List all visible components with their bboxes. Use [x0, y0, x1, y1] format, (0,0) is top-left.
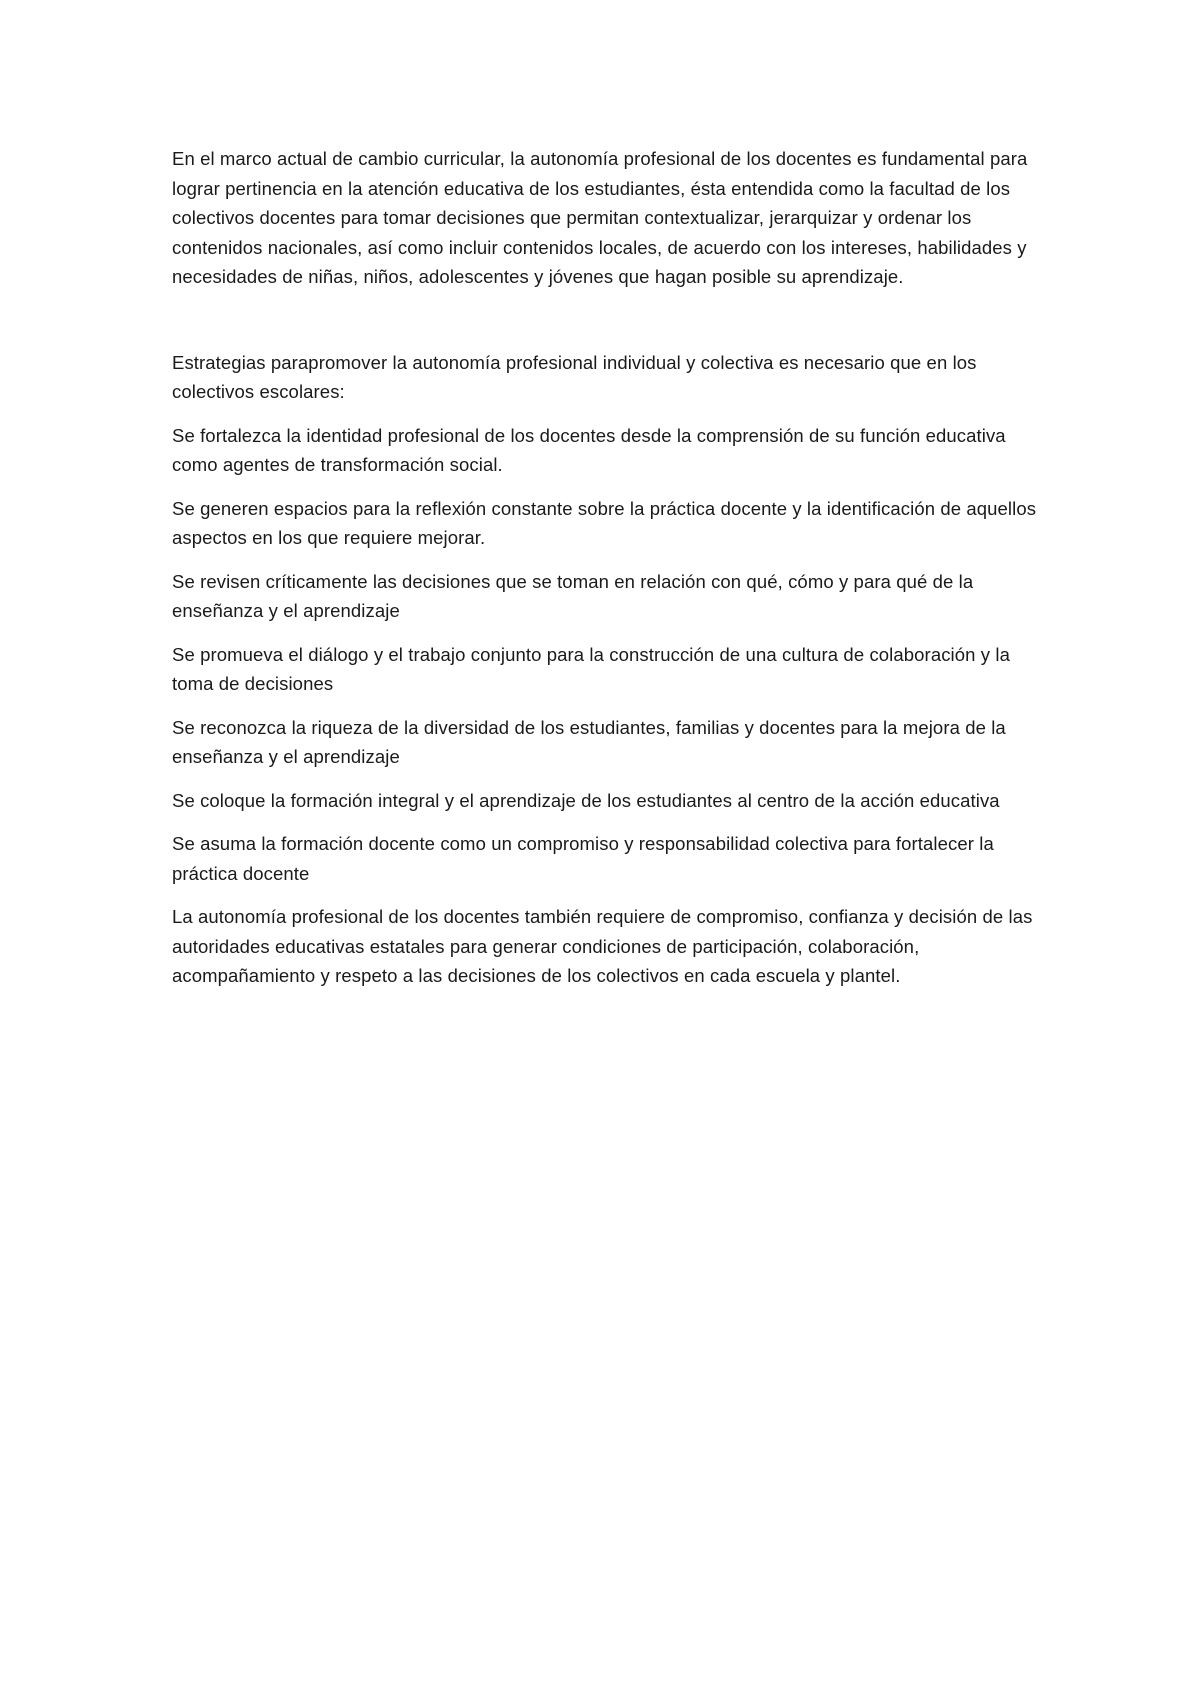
strategy-item: Se promueva el diálogo y el trabajo conjunto para la construcción de una cultura de colaboración y la toma de decisiones: [172, 643, 1010, 694]
strategy-item: Se generen espacios para la reflexión constante sobre la práctica docente y la identificación de aquellos aspectos en los que requiere mejorar.: [172, 497, 1037, 548]
strategy-item: Se reconozca la riqueza de la diversidad de los estudiantes, familias y docentes para la mejora de la enseñanza y el aprendizaje: [172, 716, 1006, 767]
strategy-item: Se asuma la formación docente como un compromiso y responsabilidad colectiva para fortalecer la práctica docente: [172, 833, 994, 884]
closing-paragraph: La autonomía profesional de los docentes también requiere de compromiso, confianza y decisión de las autoridades educativas estatales para generar condiciones de participación, colaboración, acompañamiento y respeto a las decisiones de los colectivos en cada escuela y plantel.: [172, 906, 1033, 986]
strategy-item: Se revisen críticamente las decisiones que se toman en relación con qué, cómo y para qué de la enseñanza y el aprendizaje: [172, 570, 974, 621]
intro-paragraph: En el marco actual de cambio curricular, la autonomía profesional de los docentes es fundamental para lograr pertinencia en la atención educativa de los estudiantes, ésta entendida como la facultad de los colectivos docentes para tomar decisiones que permitan contextualizar, jerarquizar y ordenar los contenidos nacionales, así como incluir contenidos locales, de acuerdo con los intereses, habilidades y necesidades de niñas, niños, adolescentes y jóvenes que hagan posible su aprendizaje.: [172, 148, 1028, 287]
strategies-list: [172, 421, 1052, 889]
document-body: [172, 144, 1052, 1003]
strategy-item: Se fortalezca la identidad profesional de los docentes desde la comprensión de su función educativa como agentes de transformación social.: [172, 424, 1006, 475]
paragraph-spacer: [172, 304, 1052, 348]
strategies-intro: Estrategias parapromover la autonomía profesional individual y colectiva es necesario que en los colectivos escolares:: [172, 351, 977, 402]
strategy-item: Se coloque la formación integral y el aprendizaje de los estudiantes al centro de la acción educativa: [172, 789, 1000, 811]
